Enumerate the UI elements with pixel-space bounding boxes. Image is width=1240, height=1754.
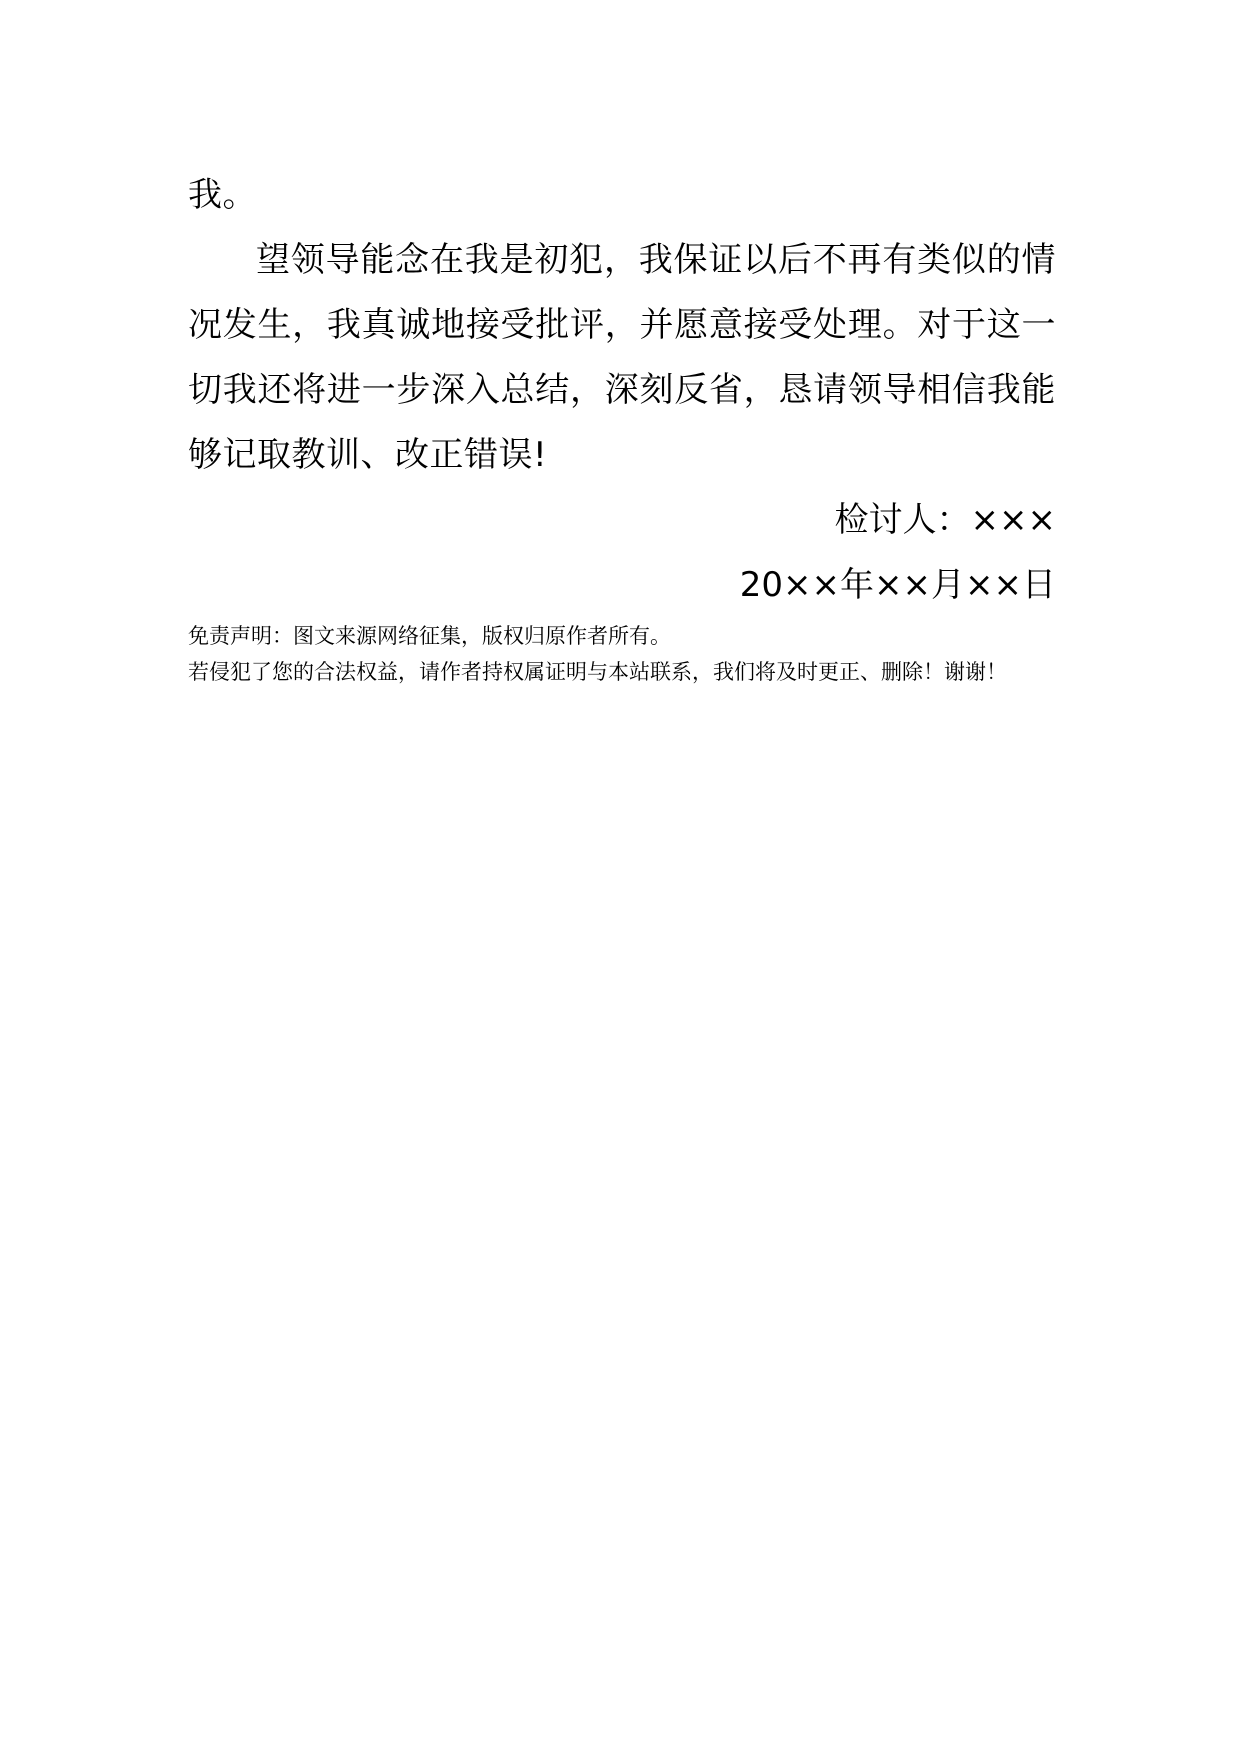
signature-line: 检讨人：××× (834, 500, 1056, 540)
date-line: 20××年××月××日 (739, 565, 1056, 605)
body-paragraph: 望领导能念在我是初犯，我保证以后不再有类似的情况发生，我真诚地接受批评，并愿意接受处理。对于这一切我还将进一步深入总结，深刻反省，恳请领导相信我能够记取教训、改正错误! (188, 240, 1056, 475)
disclaimer-line-2: 若侵犯了您的合法权益，请作者持权属证明与本站联系，我们将及时更正、删除！谢谢！ (188, 660, 1007, 684)
continuation-line: 我。 (188, 175, 257, 215)
disclaimer-line-1: 免责声明：图文来源网络征集，版权归原作者所有。 (188, 624, 671, 648)
